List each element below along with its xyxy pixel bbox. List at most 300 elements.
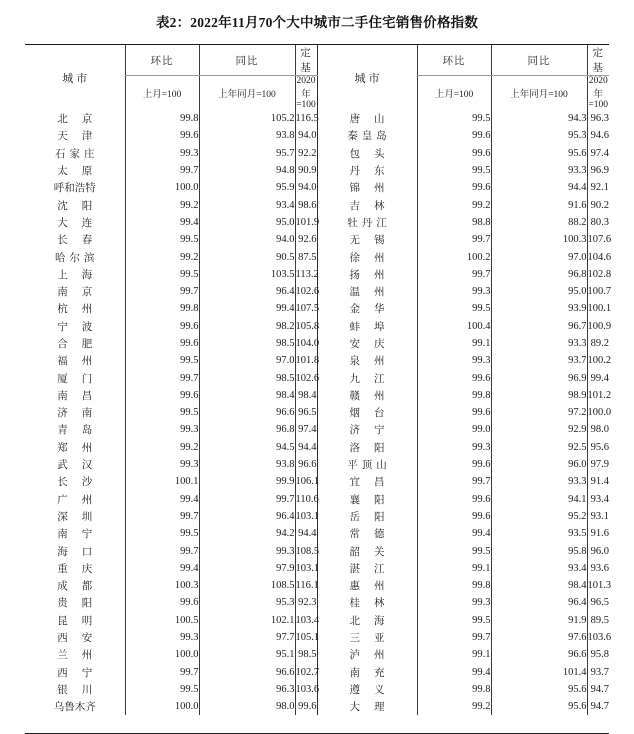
yoy-value-left: 95.3 bbox=[199, 594, 295, 611]
city-name-right: 平顶山 bbox=[317, 456, 417, 473]
city-name-right: 湛江 bbox=[317, 560, 417, 577]
yoy-value-right: 96.9 bbox=[491, 369, 587, 386]
city-name-right: 扬州 bbox=[317, 266, 417, 283]
yoy-value-left: 98.0 bbox=[199, 698, 295, 715]
table-row bbox=[25, 491, 609, 508]
base-value-left: 96.5 bbox=[295, 404, 317, 421]
table-row bbox=[25, 318, 609, 335]
yoy-value-right: 100.3 bbox=[491, 231, 587, 248]
city-name-right: 桂林 bbox=[317, 594, 417, 611]
yoy-value-left: 95.1 bbox=[199, 646, 295, 663]
base-value-left: 107.5 bbox=[295, 300, 317, 317]
header-base-sub-right: 2020年=100 bbox=[588, 76, 609, 110]
city-name-left: 北京 bbox=[57, 114, 107, 126]
header-base-left: 定基 bbox=[295, 45, 317, 76]
city-name-right: 九江 bbox=[317, 369, 417, 386]
mom-value-right: 99.5 bbox=[417, 300, 491, 317]
city-name-right: 济宁 bbox=[317, 421, 417, 438]
base-value-left: 94.0 bbox=[295, 179, 317, 196]
header-mom-sub-left: 上月=100 bbox=[125, 76, 199, 111]
mom-value-left: 99.6 bbox=[125, 318, 199, 335]
city-name-left: 海口 bbox=[57, 546, 107, 558]
header-mom-right: 环比 bbox=[417, 45, 491, 76]
yoy-value-right: 93.4 bbox=[491, 560, 587, 577]
yoy-value-right: 93.7 bbox=[491, 352, 587, 369]
city-name-left: 银川 bbox=[57, 684, 107, 696]
mom-value-right: 100.2 bbox=[417, 248, 491, 265]
yoy-value-right: 91.6 bbox=[491, 196, 587, 213]
mom-value-left: 99.5 bbox=[125, 231, 199, 248]
header-yoy-sub-left: 上年同月=100 bbox=[199, 76, 295, 111]
mom-value-right: 99.5 bbox=[417, 612, 491, 629]
city-name-right: 蚌埠 bbox=[317, 318, 417, 335]
yoy-value-right: 92.5 bbox=[491, 439, 587, 456]
yoy-value-right: 91.9 bbox=[491, 612, 587, 629]
base-value-right: 93.4 bbox=[587, 491, 609, 508]
header-yoy-right: 同比 bbox=[491, 45, 587, 76]
mom-value-left: 99.6 bbox=[125, 335, 199, 352]
base-value-left: 102.6 bbox=[295, 369, 317, 386]
mom-value-right: 99.8 bbox=[417, 387, 491, 404]
mom-value-left: 99.2 bbox=[125, 248, 199, 265]
city-name-left: 长春 bbox=[57, 235, 107, 247]
base-value-right: 100.9 bbox=[587, 318, 609, 335]
base-value-right: 101.3 bbox=[587, 577, 609, 594]
yoy-value-left: 95.9 bbox=[199, 179, 295, 196]
mom-value-left: 99.5 bbox=[125, 681, 199, 698]
city-name-left: 南宁 bbox=[57, 529, 107, 541]
mom-value-right: 99.4 bbox=[417, 664, 491, 681]
city-name-left: 济南 bbox=[57, 408, 107, 420]
base-value-left: 92.3 bbox=[295, 594, 317, 611]
city-name-left: 广州 bbox=[57, 494, 107, 506]
table-row bbox=[25, 231, 609, 248]
table-row bbox=[25, 283, 609, 300]
mom-value-right: 98.8 bbox=[417, 214, 491, 231]
base-value-right: 95.8 bbox=[587, 646, 609, 663]
base-value-left: 103.6 bbox=[295, 681, 317, 698]
city-name-left: 石家庄 bbox=[55, 148, 99, 160]
mom-value-left: 99.6 bbox=[125, 594, 199, 611]
city-name-right: 泸州 bbox=[317, 646, 417, 663]
base-value-left: 94.0 bbox=[295, 127, 317, 144]
base-value-right: 100.2 bbox=[587, 352, 609, 369]
city-name-left: 合肥 bbox=[57, 339, 107, 350]
city-name-left: 西宁 bbox=[57, 667, 107, 679]
table-row bbox=[25, 145, 609, 162]
base-value-left: 96.6 bbox=[295, 456, 317, 473]
mom-value-left: 99.8 bbox=[125, 110, 199, 127]
yoy-value-right: 93.3 bbox=[491, 335, 587, 352]
mom-value-left: 100.1 bbox=[125, 473, 199, 490]
mom-value-right: 99.5 bbox=[417, 542, 491, 559]
city-name-right: 温州 bbox=[317, 283, 417, 300]
mom-value-left: 100.5 bbox=[125, 612, 199, 629]
city-name-right: 韶关 bbox=[317, 542, 417, 559]
yoy-value-left: 98.4 bbox=[199, 387, 295, 404]
city-name-left: 杭州 bbox=[57, 304, 107, 316]
base-value-right: 102.8 bbox=[587, 266, 609, 283]
city-name-right: 遵义 bbox=[317, 681, 417, 698]
base-value-left: 87.5 bbox=[295, 248, 317, 265]
base-value-left: 102.6 bbox=[295, 283, 317, 300]
mom-value-left: 100.3 bbox=[125, 577, 199, 594]
city-name-left: 昆明 bbox=[57, 615, 107, 627]
base-value-left: 116.5 bbox=[295, 110, 317, 127]
base-value-right: 99.4 bbox=[587, 369, 609, 386]
city-name-left: 武汉 bbox=[57, 460, 107, 472]
table-row bbox=[25, 300, 609, 317]
mom-value-right: 99.6 bbox=[417, 369, 491, 386]
mom-value-right: 99.7 bbox=[417, 231, 491, 248]
yoy-value-right: 97.0 bbox=[491, 248, 587, 265]
yoy-value-left: 98.5 bbox=[199, 335, 295, 352]
city-name-right: 唐山 bbox=[317, 110, 417, 127]
mom-value-left: 99.7 bbox=[125, 162, 199, 179]
header-mom-left: 环比 bbox=[125, 45, 199, 76]
mom-value-left: 99.7 bbox=[125, 508, 199, 525]
yoy-value-right: 95.6 bbox=[491, 698, 587, 715]
city-name-left: 福州 bbox=[57, 356, 107, 368]
mom-value-right: 99.3 bbox=[417, 352, 491, 369]
mom-value-left: 99.3 bbox=[125, 629, 199, 646]
header-row-group bbox=[25, 45, 609, 76]
yoy-value-left: 96.4 bbox=[199, 283, 295, 300]
table-row bbox=[25, 560, 609, 577]
table-row bbox=[25, 127, 609, 144]
yoy-value-right: 94.1 bbox=[491, 491, 587, 508]
city-name-left: 呼和浩特 bbox=[53, 183, 96, 195]
base-value-left: 92.2 bbox=[295, 145, 317, 162]
base-value-right: 100.1 bbox=[587, 300, 609, 317]
base-value-right: 93.6 bbox=[587, 560, 609, 577]
yoy-value-left: 99.4 bbox=[199, 300, 295, 317]
mom-value-right: 99.8 bbox=[417, 577, 491, 594]
mom-value-left: 99.2 bbox=[125, 439, 199, 456]
yoy-value-left: 94.5 bbox=[199, 439, 295, 456]
yoy-value-left: 96.3 bbox=[199, 681, 295, 698]
base-value-right: 96.3 bbox=[587, 110, 609, 127]
header-base-right: 定基 bbox=[587, 45, 609, 76]
mom-value-right: 99.6 bbox=[417, 404, 491, 421]
header-yoy-sub-right: 上年同月=100 bbox=[491, 76, 587, 111]
base-value-left: 105.1 bbox=[295, 629, 317, 646]
city-name-left: 宁波 bbox=[57, 321, 107, 333]
city-name-right: 无锡 bbox=[317, 231, 417, 248]
yoy-value-left: 99.3 bbox=[199, 542, 295, 559]
yoy-value-left: 96.4 bbox=[199, 508, 295, 525]
yoy-value-left: 97.0 bbox=[199, 352, 295, 369]
base-value-right: 80.3 bbox=[587, 214, 609, 231]
city-name-right: 烟台 bbox=[317, 404, 417, 421]
base-value-left: 99.6 bbox=[295, 698, 317, 715]
table-row bbox=[25, 664, 609, 681]
yoy-value-left: 96.6 bbox=[199, 404, 295, 421]
city-name-right: 安庆 bbox=[317, 335, 417, 352]
base-value-left: 113.2 bbox=[295, 266, 317, 283]
yoy-value-right: 95.0 bbox=[491, 283, 587, 300]
yoy-value-right: 95.6 bbox=[491, 145, 587, 162]
mom-value-left: 99.5 bbox=[125, 352, 199, 369]
base-value-right: 89.2 bbox=[587, 335, 609, 352]
city-name-right: 襄阳 bbox=[317, 491, 417, 508]
table-row bbox=[25, 266, 609, 283]
table-row bbox=[25, 110, 609, 127]
base-value-right: 93.1 bbox=[587, 508, 609, 525]
mom-value-left: 99.6 bbox=[125, 387, 199, 404]
mom-value-left: 99.3 bbox=[125, 421, 199, 438]
base-value-right: 94.6 bbox=[587, 127, 609, 144]
yoy-value-left: 97.7 bbox=[199, 629, 295, 646]
base-value-left: 98.6 bbox=[295, 196, 317, 213]
yoy-value-right: 97.2 bbox=[491, 404, 587, 421]
city-name-left: 大连 bbox=[57, 217, 107, 229]
table-row bbox=[25, 681, 609, 698]
base-value-right: 89.5 bbox=[587, 612, 609, 629]
mom-value-right: 99.5 bbox=[417, 162, 491, 179]
table-row bbox=[25, 214, 609, 231]
base-value-right: 100.7 bbox=[587, 283, 609, 300]
mom-value-right: 99.6 bbox=[417, 491, 491, 508]
table-row bbox=[25, 421, 609, 438]
mom-value-right: 99.1 bbox=[417, 646, 491, 663]
yoy-value-right: 93.5 bbox=[491, 525, 587, 542]
mom-value-right: 99.6 bbox=[417, 456, 491, 473]
mom-value-right: 99.7 bbox=[417, 473, 491, 490]
yoy-value-left: 95.0 bbox=[199, 214, 295, 231]
yoy-value-left: 105.2 bbox=[199, 110, 295, 127]
mom-value-right: 99.6 bbox=[417, 179, 491, 196]
mom-value-right: 99.7 bbox=[417, 266, 491, 283]
city-name-left: 厦门 bbox=[57, 373, 107, 385]
table-row bbox=[25, 387, 609, 404]
mom-value-left: 99.7 bbox=[125, 542, 199, 559]
mom-value-right: 99.3 bbox=[417, 439, 491, 456]
base-value-right: 92.1 bbox=[587, 179, 609, 196]
yoy-value-right: 92.9 bbox=[491, 421, 587, 438]
mom-value-left: 99.4 bbox=[125, 491, 199, 508]
mom-value-left: 99.7 bbox=[125, 369, 199, 386]
yoy-value-right: 95.2 bbox=[491, 508, 587, 525]
base-value-left: 110.6 bbox=[295, 491, 317, 508]
city-name-right: 赣州 bbox=[317, 387, 417, 404]
yoy-value-left: 93.8 bbox=[199, 127, 295, 144]
yoy-value-left: 94.2 bbox=[199, 525, 295, 542]
city-name-right: 徐州 bbox=[317, 248, 417, 265]
yoy-value-left: 96.8 bbox=[199, 421, 295, 438]
yoy-value-right: 96.0 bbox=[491, 456, 587, 473]
city-name-right: 金华 bbox=[317, 300, 417, 317]
table-row bbox=[25, 456, 609, 473]
base-value-left: 94.4 bbox=[295, 525, 317, 542]
table-row bbox=[25, 248, 609, 265]
base-value-left: 116.1 bbox=[295, 577, 317, 594]
yoy-value-left: 97.9 bbox=[199, 560, 295, 577]
city-name-right: 秦皇岛 bbox=[317, 127, 417, 144]
yoy-value-right: 96.7 bbox=[491, 318, 587, 335]
mom-value-left: 99.5 bbox=[125, 266, 199, 283]
base-value-right: 96.9 bbox=[587, 162, 609, 179]
city-name-left: 郑州 bbox=[57, 442, 107, 454]
yoy-value-left: 108.5 bbox=[199, 577, 295, 594]
mom-value-left: 99.6 bbox=[125, 127, 199, 144]
header-yoy-left: 同比 bbox=[199, 45, 295, 76]
yoy-value-left: 99.7 bbox=[199, 491, 295, 508]
table-body bbox=[25, 110, 612, 733]
base-value-right: 91.6 bbox=[587, 525, 609, 542]
yoy-value-right: 88.2 bbox=[491, 214, 587, 231]
base-value-right: 100.0 bbox=[587, 404, 609, 421]
table-bottom-rule bbox=[25, 715, 609, 733]
base-value-right: 98.0 bbox=[587, 421, 609, 438]
table-row bbox=[25, 196, 609, 213]
city-name-right: 包头 bbox=[317, 145, 417, 162]
yoy-value-right: 98.9 bbox=[491, 387, 587, 404]
mom-value-left: 99.4 bbox=[125, 214, 199, 231]
table-row bbox=[25, 439, 609, 456]
price-index-table bbox=[25, 44, 612, 734]
yoy-value-left: 98.5 bbox=[199, 369, 295, 386]
yoy-value-left: 93.8 bbox=[199, 456, 295, 473]
base-value-right: 107.6 bbox=[587, 231, 609, 248]
base-value-left: 106.1 bbox=[295, 473, 317, 490]
city-name-left: 哈尔滨 bbox=[55, 252, 99, 264]
city-name-left: 乌鲁木齐 bbox=[53, 702, 96, 714]
mom-value-left: 100.0 bbox=[125, 698, 199, 715]
table-header bbox=[25, 45, 609, 111]
mom-value-right: 99.7 bbox=[417, 629, 491, 646]
city-name-left: 重庆 bbox=[57, 563, 107, 575]
base-value-left: 98.4 bbox=[295, 387, 317, 404]
yoy-value-right: 96.8 bbox=[491, 266, 587, 283]
city-name-right: 锦州 bbox=[317, 179, 417, 196]
base-value-right: 101.2 bbox=[587, 387, 609, 404]
city-name-right: 北海 bbox=[317, 612, 417, 629]
city-name-right: 泉州 bbox=[317, 352, 417, 369]
base-value-right: 104.6 bbox=[587, 248, 609, 265]
table-row bbox=[25, 162, 609, 179]
mom-value-right: 99.6 bbox=[417, 145, 491, 162]
base-value-right: 95.6 bbox=[587, 439, 609, 456]
mom-value-right: 99.1 bbox=[417, 335, 491, 352]
header-mom-sub-right: 上月=100 bbox=[417, 76, 491, 111]
base-value-left: 92.6 bbox=[295, 231, 317, 248]
yoy-value-left: 103.5 bbox=[199, 266, 295, 283]
title-container bbox=[0, 0, 634, 44]
base-value-left: 103.4 bbox=[295, 612, 317, 629]
mom-value-right: 99.6 bbox=[417, 127, 491, 144]
mom-value-right: 100.4 bbox=[417, 318, 491, 335]
yoy-value-left: 96.6 bbox=[199, 664, 295, 681]
base-value-right: 97.9 bbox=[587, 456, 609, 473]
mom-value-left: 99.7 bbox=[125, 283, 199, 300]
base-value-left: 90.9 bbox=[295, 162, 317, 179]
city-name-right: 洛阳 bbox=[317, 439, 417, 456]
base-value-left: 94.4 bbox=[295, 439, 317, 456]
mom-value-right: 99.2 bbox=[417, 196, 491, 213]
table-row bbox=[25, 542, 609, 559]
city-name-right: 丹东 bbox=[317, 162, 417, 179]
base-value-left: 102.7 bbox=[295, 664, 317, 681]
table-row bbox=[25, 525, 609, 542]
city-name-left: 沈阳 bbox=[57, 200, 107, 212]
mom-value-right: 99.6 bbox=[417, 508, 491, 525]
mom-value-right: 99.3 bbox=[417, 283, 491, 300]
base-value-right: 91.4 bbox=[587, 473, 609, 490]
city-name-right: 大理 bbox=[317, 698, 417, 715]
yoy-value-left: 99.9 bbox=[199, 473, 295, 490]
table-row bbox=[25, 404, 609, 421]
yoy-value-left: 90.5 bbox=[199, 248, 295, 265]
base-value-left: 105.8 bbox=[295, 318, 317, 335]
yoy-value-left: 95.7 bbox=[199, 145, 295, 162]
city-name-right: 岳阳 bbox=[317, 508, 417, 525]
base-value-right: 94.7 bbox=[587, 681, 609, 698]
city-name-left: 南京 bbox=[57, 287, 107, 299]
table-row bbox=[25, 594, 609, 611]
city-name-left: 兰州 bbox=[57, 650, 107, 662]
table-row bbox=[25, 577, 609, 594]
base-value-right: 93.7 bbox=[587, 664, 609, 681]
table-row bbox=[25, 646, 609, 663]
yoy-value-left: 98.2 bbox=[199, 318, 295, 335]
yoy-value-left: 94.8 bbox=[199, 162, 295, 179]
city-name-right: 宜昌 bbox=[317, 473, 417, 490]
city-name-left: 青岛 bbox=[57, 425, 107, 437]
city-name-left: 成都 bbox=[57, 581, 107, 593]
table-row bbox=[25, 473, 609, 490]
mom-value-left: 99.5 bbox=[125, 404, 199, 421]
table-row bbox=[25, 698, 609, 715]
table-row bbox=[25, 629, 609, 646]
base-value-left: 103.1 bbox=[295, 508, 317, 525]
base-value-right: 97.4 bbox=[587, 145, 609, 162]
base-value-right: 90.2 bbox=[587, 196, 609, 213]
yoy-value-right: 97.6 bbox=[491, 629, 587, 646]
base-value-right: 96.5 bbox=[587, 594, 609, 611]
table-row bbox=[25, 612, 609, 629]
base-value-left: 101.9 bbox=[295, 214, 317, 231]
table-row bbox=[25, 335, 609, 352]
yoy-value-right: 96.4 bbox=[491, 594, 587, 611]
base-value-left: 101.8 bbox=[295, 352, 317, 369]
city-name-right: 常德 bbox=[317, 525, 417, 542]
base-value-left: 104.0 bbox=[295, 335, 317, 352]
mom-value-left: 100.0 bbox=[125, 179, 199, 196]
yoy-value-right: 94.4 bbox=[491, 179, 587, 196]
header-base-sub-left: 2020年=100 bbox=[296, 76, 316, 110]
yoy-value-right: 93.3 bbox=[491, 473, 587, 490]
mom-value-right: 99.4 bbox=[417, 525, 491, 542]
mom-value-left: 99.5 bbox=[125, 525, 199, 542]
base-value-left: 103.1 bbox=[295, 560, 317, 577]
mom-value-left: 99.2 bbox=[125, 196, 199, 213]
header-city-right: 城市 bbox=[317, 45, 417, 111]
mom-value-right: 99.3 bbox=[417, 594, 491, 611]
table-row bbox=[25, 352, 609, 369]
base-value-left: 97.4 bbox=[295, 421, 317, 438]
mom-value-right: 99.8 bbox=[417, 681, 491, 698]
yoy-value-right: 95.6 bbox=[491, 681, 587, 698]
page-title: 表2：2022年11月70个大中城市二手住宅销售价格指数 bbox=[155, 15, 479, 30]
city-name-right: 南充 bbox=[317, 664, 417, 681]
city-name-left: 太原 bbox=[57, 166, 107, 178]
mom-value-left: 99.4 bbox=[125, 560, 199, 577]
city-name-left: 西安 bbox=[57, 633, 107, 645]
city-name-left: 深圳 bbox=[57, 511, 107, 523]
header-city-left: 城市 bbox=[25, 45, 125, 111]
yoy-value-right: 93.9 bbox=[491, 300, 587, 317]
